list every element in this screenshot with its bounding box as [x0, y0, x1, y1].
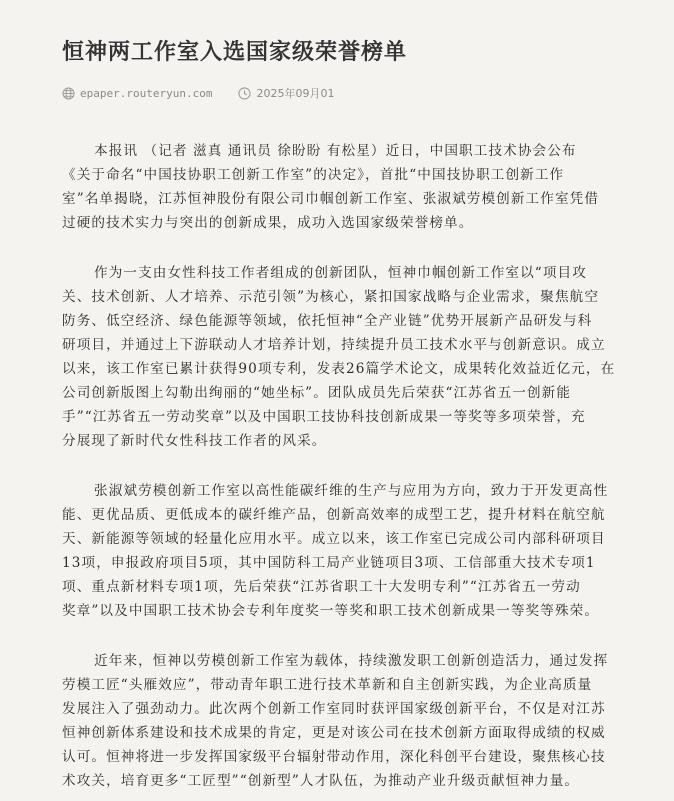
paragraph-line: 13项，申报政府项目5项，其中国防科工局产业链项目3项、工信部重大技术专项1 — [62, 555, 596, 571]
paragraph-line: 近年来，恒神以劳模创新工作室为载体，持续激发职工创新创造活力，通过发挥 — [94, 653, 609, 669]
article-paragraph — [62, 649, 632, 793]
source-info — [62, 87, 212, 100]
paragraph-line: 过硬的技术实力与突出的创新成果，成功入选国家级荣誉榜单。 — [62, 215, 474, 231]
paragraph-line: 天、新能源等领域的轻量化应用水平。成立以来，该工作室已完成公司内部科研项目 — [62, 531, 606, 547]
source-link[interactable]: epaper.routeryun.com — [80, 86, 213, 100]
paragraph-line: 发展注入了强劲动力。此次两个创新工作室同时获评国家级创新平台，不仅是对江苏 — [62, 701, 606, 717]
article-title: 恒神两工作室入选国家级荣誉榜单 — [62, 39, 408, 65]
article-meta — [62, 85, 632, 101]
paragraph-line: 《关于命名“中国技协职工创新工作室”的决定》，首批“中国技协职工创新工作 — [62, 167, 565, 183]
paragraph-line: 以来，该工作室已累计获得90项专利，发表26篇学术论文，成果转化效益近亿元，在 — [62, 361, 616, 377]
article-paragraph — [62, 261, 632, 453]
clock-icon — [238, 87, 251, 100]
paragraph-line: 术攻关，培育更多“工匠型”“创新型”人才队伍，为推动产业升级贡献恒神力量。 — [62, 773, 580, 789]
paragraph-line: 分展现了新时代女性科技工作者的风采。 — [62, 433, 327, 449]
paragraph-line: 作为一支由女性科技工作者组成的创新团队，恒神巾帼创新工作室以“项目攻 — [94, 265, 587, 281]
paragraph-line: 认可。恒神将进一步发挥国家级平台辐射带动作用，深化科创平台建设，聚焦核心技 — [62, 749, 606, 765]
paragraph-line: 能、更优品质、更低成本的碳纤维产品，创新高效率的成型工艺，提升材料在航空航 — [62, 507, 606, 523]
paragraph-line: 手”“江苏省五一劳动奖章”以及中国职工技协科技创新成果一等奖等多项荣誉，充 — [62, 409, 586, 425]
paragraph-line: 室”名单揭晓，江苏恒神股份有限公司巾帼创新工作室、张淑斌劳模创新工作室凭借 — [62, 191, 600, 207]
paragraph-line: 关、技术创新、人才培养、示范引领”为核心，紧扣国家战略与企业需求，聚焦航空 — [62, 289, 600, 305]
date-info — [238, 85, 334, 101]
paragraph-line: 公司创新版图上勾勒出绚丽的“她坐标”。团队成员先后荣获“江苏省五一创新能 — [62, 385, 572, 401]
paragraph-line: 恒神创新体系建设和技术成果的肯定，更是对该公司在技术创新方面取得成绩的权威 — [62, 725, 606, 741]
article-body — [62, 139, 632, 793]
paragraph-line: 张淑斌劳模创新工作室以高性能碳纤维的生产与应用为方向，致力于开发更高性 — [94, 483, 609, 499]
paragraph-line: 劳模工匠“头雁效应”，带动青年职工进行技术革新和自主创新实践，为企业高质量 — [62, 677, 593, 693]
paragraph-line: 本报讯 （记者 滋真 通讯员 徐盼盼 有松星）近日，中国职工技术协会公布 — [94, 143, 577, 159]
article-paragraph — [62, 479, 632, 623]
paragraph-line: 项、重点新材料专项1项，先后荣获“江苏省职工十大发明专利”“江苏省五一劳动 — [62, 579, 581, 595]
globe-icon — [62, 87, 75, 100]
paragraph-line: 奖章”以及中国职工技术协会专利年度奖一等奖和职工技术创新成果一等奖等殊荣。 — [62, 603, 600, 619]
paragraph-line: 防务、低空经济、绿色能源等领域，依托恒神“全产业链”优势开展新产品研发与科 — [62, 313, 593, 329]
publish-date: 2025年09月01 — [256, 87, 335, 100]
paragraph-line: 研项目，并通过上下游联动人才培养计划，持续提升员工技术水平与创新意识。成立 — [62, 337, 606, 353]
article-paragraph — [62, 139, 632, 235]
